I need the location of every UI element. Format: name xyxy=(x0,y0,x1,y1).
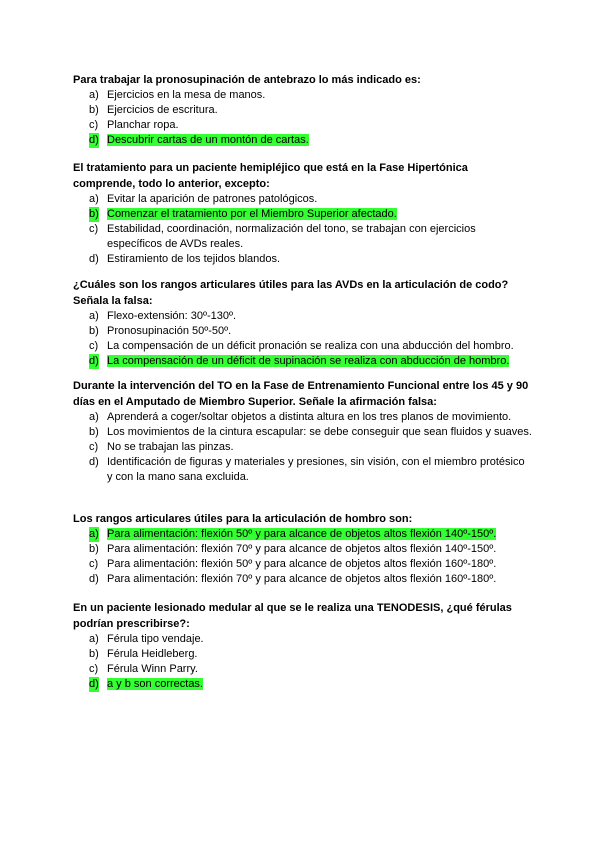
option-text-highlighted: Comenzar el tratamiento por el Miembro Superior afectado. xyxy=(107,208,397,220)
option-letter: d) xyxy=(89,678,99,690)
option-letter: a) xyxy=(89,528,99,540)
option-text: Flexo-extensión: 30º-130º. xyxy=(107,310,237,322)
option-text: Férula tipo vendaje. xyxy=(107,633,204,645)
option-item xyxy=(73,572,533,587)
option-item xyxy=(73,455,533,485)
option-text: Férula Heidleberg. xyxy=(107,648,198,660)
question-text: En un paciente lesionado medular al que se le realiza una TENODESIS, ¿qué férulas podrían prescribirse?: xyxy=(73,602,512,630)
options-list xyxy=(73,309,533,369)
option-item xyxy=(73,133,533,148)
option-letter: a) xyxy=(89,411,99,423)
option-letter: d) xyxy=(89,134,99,146)
question-5 xyxy=(73,511,533,587)
option-letter: d) xyxy=(89,456,99,468)
option-item xyxy=(73,222,533,252)
option-item xyxy=(73,118,533,133)
option-item xyxy=(73,677,533,692)
question-4 xyxy=(73,378,533,485)
options-list xyxy=(73,192,533,267)
options-list xyxy=(73,632,533,692)
option-item xyxy=(73,324,533,339)
option-text: No se trabajan las pinzas. xyxy=(107,441,234,453)
option-text: Evitar la aparición de patrones patológicos. xyxy=(107,193,318,205)
question-text: El tratamiento para un paciente hemipléjico que está en la Fase Hipertónica comprende, todo lo anterior, excepto: xyxy=(73,162,468,190)
question-text: Los rangos articulares útiles para la articulación de hombro son: xyxy=(73,513,413,525)
option-letter: c) xyxy=(89,441,99,453)
option-letter: b) xyxy=(89,104,99,116)
options-list xyxy=(73,527,533,587)
option-text: La compensación de un déficit pronación se realiza con una abducción del hombro. xyxy=(107,340,514,352)
option-letter: d) xyxy=(89,355,99,367)
option-text: Estabilidad, coordinación, normalización del tono, se trabajan con ejercicios específicos de AVDs reales. xyxy=(107,223,476,250)
option-item xyxy=(73,354,533,369)
option-item xyxy=(73,542,533,557)
option-text-highlighted: Descubrir cartas de un montón de cartas. xyxy=(107,134,309,146)
option-text-highlighted: La compensación de un déficit de supinación se realiza con abducción de hombro. xyxy=(107,355,510,367)
option-item xyxy=(73,425,533,440)
option-text: Aprenderá a coger/soltar objetos a distinta altura en los tres planos de movimiento. xyxy=(107,411,512,423)
option-item xyxy=(73,252,533,267)
question-6 xyxy=(73,600,533,692)
option-text: Identificación de figuras y materiales y presiones, sin visión, con el miembro protésico y con la mano sana excluida. xyxy=(107,456,525,483)
options-list xyxy=(73,410,533,485)
option-letter: a) xyxy=(89,310,99,322)
option-text: Estiramiento de los tejidos blandos. xyxy=(107,253,281,265)
option-letter: c) xyxy=(89,223,99,235)
option-text: Pronosupinación 50º-50º. xyxy=(107,325,232,337)
option-item xyxy=(73,88,533,103)
option-item xyxy=(73,557,533,572)
option-item xyxy=(73,192,533,207)
option-text-highlighted: Para alimentación: flexión 50º y para alcance de objetos altos flexión 140º-150º. xyxy=(107,528,497,540)
option-letter: c) xyxy=(89,340,99,352)
option-item xyxy=(73,309,533,324)
option-item xyxy=(73,662,533,677)
option-item xyxy=(73,440,533,455)
option-text: Férula Winn Parry. xyxy=(107,663,198,675)
option-letter: c) xyxy=(89,558,99,570)
option-text: Ejercicios de escritura. xyxy=(107,104,218,116)
option-letter: b) xyxy=(89,543,99,555)
option-item xyxy=(73,632,533,647)
option-letter: b) xyxy=(89,648,99,660)
option-letter: d) xyxy=(89,573,99,585)
option-text: Ejercicios en la mesa de manos. xyxy=(107,89,266,101)
options-list xyxy=(73,88,533,148)
option-item xyxy=(73,410,533,425)
option-letter: a) xyxy=(89,89,99,101)
option-letter: d) xyxy=(89,253,99,265)
question-2 xyxy=(73,160,533,267)
question-1 xyxy=(73,72,533,148)
option-letter: a) xyxy=(89,193,99,205)
option-text: Planchar ropa. xyxy=(107,119,179,131)
option-letter: b) xyxy=(89,426,99,438)
question-text: Para trabajar la pronosupinación de antebrazo lo más indicado es: xyxy=(73,74,421,86)
option-item xyxy=(73,527,533,542)
option-text: Para alimentación: flexión 70º y para alcance de objetos altos flexión 140º-150º. xyxy=(107,543,497,555)
option-letter: c) xyxy=(89,119,99,131)
option-text: Para alimentación: flexión 50º y para alcance de objetos altos flexión 160º-180º. xyxy=(107,558,497,570)
option-letter: c) xyxy=(89,663,99,675)
option-letter: b) xyxy=(89,208,99,220)
option-text: Para alimentación: flexión 70º y para alcance de objetos altos flexión 160º-180º. xyxy=(107,573,497,585)
option-item xyxy=(73,339,533,354)
option-item xyxy=(73,647,533,662)
question-text: Durante la intervención del TO en la Fase de Entrenamiento Funcional entre los 45 y 90 días en el Amputado de Miembro Superior. Señale la afirmación falsa: xyxy=(73,380,529,408)
option-text-highlighted: a y b son correctas. xyxy=(107,678,203,690)
option-letter: b) xyxy=(89,325,99,337)
option-item xyxy=(73,103,533,118)
question-3 xyxy=(73,277,533,369)
question-text: ¿Cuáles son los rangos articulares útiles para las AVDs en la articulación de codo? Señala la falsa: xyxy=(73,279,509,307)
option-item xyxy=(73,207,533,222)
option-text: Los movimientos de la cintura escapular: se debe conseguir que sean fluidos y suaves. xyxy=(107,426,532,438)
option-letter: a) xyxy=(89,633,99,645)
